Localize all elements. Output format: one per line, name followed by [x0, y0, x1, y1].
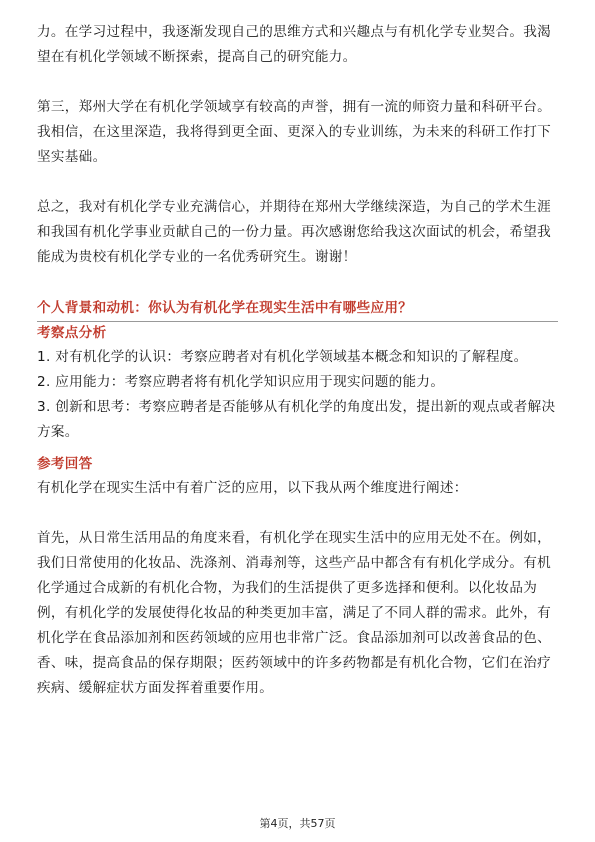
answer-title: 参考回答	[37, 456, 93, 472]
intro-paragraph-2: 第三，郑州大学在有机化学领域享有较高的声誉，拥有一流的师资力量和科研平台。我相信，在这里深造，我将得到更全面、更深入的专业训练，为未来的科研工作打下坚实基础。	[37, 99, 552, 165]
question-heading: 个人背景和动机：你认为有机化学在现实生活中有哪些应用？	[37, 300, 413, 316]
document-body	[37, 0, 558, 701]
intro-paragraph-1: 力。在学习过程中，我逐渐发现自己的思维方式和兴趣点与有机化学专业契合。我渴望在有机化学领域不断探索，提高自己的研究能力。	[37, 24, 552, 65]
analysis-item-1: 1. 对有机化学的认识：考察应聘者对有机化学领域基本概念和知识的了解程度。	[37, 349, 528, 365]
page-footer: 第4页，共57页	[259, 817, 336, 830]
section-divider	[37, 321, 558, 322]
answer-paragraph: 首先，从日常生活用品的角度来看，有机化学在现实生活中的应用无处不在。例如，我们日常使用的化妆品、洗涤剂、消毒剂等，这些产品中都含有有机化学成分。有机化学通过合成新的有机化合物，为我们的生活提供了更多选择和便利。以化妆品为例，有机化学的发展使得化妆品的种类更加丰富，满足了不同人群的需求。此外，有机化学在食品添加剂和医药领域的应用也非常广泛。食品添加剂可以改善食品的色、香、味，提高食品的保存期限；医药领域中的许多药物都是有机化合物，它们在治疗疾病、缓解症状方面发挥着重要作用。	[37, 530, 552, 696]
analysis-title: 考察点分析	[37, 325, 107, 341]
analysis-item-2: 2. 应用能力：考察应聘者将有机化学知识应用于现实问题的能力。	[37, 374, 445, 390]
analysis-item-3: 3. 创新和思考：考察应聘者是否能够从有机化学的角度出发，提出新的观点或者解决方案。	[37, 399, 556, 440]
answer-lead: 有机化学在现实生活中有着广泛的应用，以下我从两个维度进行阐述：	[37, 480, 468, 496]
intro-paragraph-3: 总之，我对有机化学专业充满信心，并期待在郑州大学继续深造，为自己的学术生涯和我国有机化学事业贡献自己的一份力量。再次感谢您给我这次面试的机会，希望我能成为贵校有机化学专业的一名优秀研究生。谢谢！	[37, 199, 552, 265]
